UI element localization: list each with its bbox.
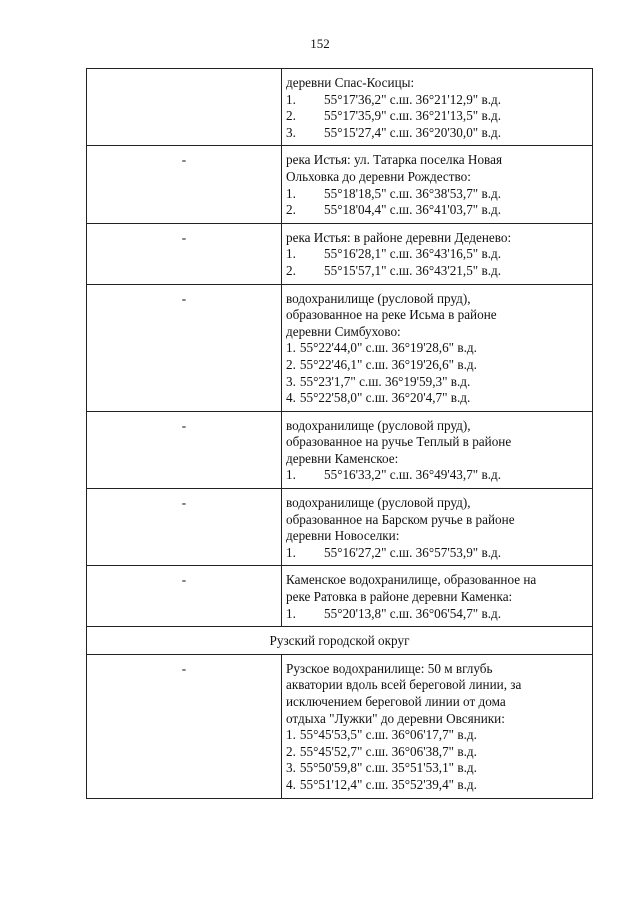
coordinate-line <box>286 727 588 744</box>
description-line: исключением береговой линии от дома <box>286 694 506 709</box>
coordinate-line <box>286 125 588 142</box>
coordinate-line <box>286 744 588 761</box>
coordinate-line <box>286 357 588 374</box>
coordinate-value: 55°20'13,8" с.ш. 36°06'54,7" в.д. <box>324 605 501 621</box>
coordinate-line <box>286 545 588 562</box>
row-description <box>282 566 593 627</box>
coordinate-line <box>286 92 588 109</box>
coordinate-value: 55°23'1,7" с.ш. 36°19'59,3" в.д. <box>299 373 471 389</box>
table-row <box>87 411 593 488</box>
coordinate-number: 1. <box>286 185 296 201</box>
coordinate-value: 55°15'57,1" с.ш. 36°43'21,5" в.д. <box>324 262 501 278</box>
description-line: река Истья: в районе деревни Деденево: <box>286 229 512 245</box>
coordinate-value: 55°17'35,9" с.ш. 36°21'13,5" в.д. <box>324 108 501 124</box>
coordinate-line <box>286 374 588 391</box>
coordinate-value: 55°51'12,4" с.ш. 35°52'39,4" в.д. <box>299 776 477 792</box>
row-description <box>282 223 593 284</box>
description-line: акватории вдоль всей береговой линии, за <box>286 677 522 693</box>
description-line: образованное на Барском ручье в районе <box>286 511 515 527</box>
row-mark: - <box>87 146 282 223</box>
row-description <box>282 654 593 798</box>
table-row <box>87 69 593 146</box>
coordinate-line <box>286 390 588 407</box>
description-line: деревни Новоселки: <box>286 528 400 544</box>
description-line: реке Ратовка в районе деревни Каменка: <box>286 589 513 605</box>
coordinate-number: 3. <box>286 124 296 140</box>
coordinate-line <box>286 467 588 484</box>
coordinate-value: 55°22'58,0" с.ш. 36°20'4,7" в.д. <box>299 390 471 406</box>
coordinate-value: 55°50'59,8" с.ш. 35°51'53,1" в.д. <box>299 760 477 776</box>
description-line: образованное на ручье Теплый в районе <box>286 434 512 450</box>
document-table <box>86 68 593 799</box>
description-line: деревни Спас-Косицы: <box>286 75 415 90</box>
row-mark <box>87 69 282 146</box>
coordinate-number: 3. <box>286 373 296 389</box>
coordinate-value: 55°18'18,5" с.ш. 36°38'53,7" в.д. <box>324 185 501 201</box>
coordinate-value: 55°45'53,5" с.ш. 36°06'17,7" в.д. <box>299 727 477 743</box>
coordinate-number: 2. <box>286 108 296 124</box>
coordinate-number: 1. <box>286 467 296 483</box>
coordinate-value: 55°22'46,1" с.ш. 36°19'26,6" в.д. <box>299 356 477 372</box>
table-row <box>87 146 593 223</box>
row-description <box>282 411 593 488</box>
coordinate-number: 1. <box>286 544 296 560</box>
description-line: отдыха "Лужки" до деревни Овсяники: <box>286 710 505 726</box>
coordinate-value: 55°22'44,0" с.ш. 36°19'28,6" в.д. <box>299 340 477 356</box>
coordinate-value: 55°18'04,4" с.ш. 36°41'03,7" в.д. <box>324 202 501 218</box>
coordinate-line <box>286 777 588 794</box>
coordinate-number: 1. <box>286 605 296 621</box>
row-mark: - <box>87 223 282 284</box>
row-mark: - <box>87 284 282 411</box>
coordinate-number: 1. <box>286 727 296 743</box>
description-line: водохранилище (русловой пруд), <box>286 417 471 433</box>
row-description <box>282 69 593 146</box>
coordinate-value: 55°16'33,2" с.ш. 36°49'43,7" в.д. <box>324 467 501 483</box>
coordinate-number: 4. <box>286 390 296 406</box>
coordinate-number: 3. <box>286 760 296 776</box>
coordinate-line <box>286 246 588 263</box>
coordinate-number: 2. <box>286 202 296 218</box>
coordinate-value: 55°15'27,4" с.ш. 36°20'30,0" в.д. <box>324 124 501 140</box>
section-row <box>87 627 593 655</box>
table-row <box>87 654 593 798</box>
coordinate-number: 1. <box>286 340 296 356</box>
coordinate-line <box>286 606 588 623</box>
section-header: Рузский городской округ <box>87 627 593 655</box>
coordinate-value: 55°45'52,7" с.ш. 36°06'38,7" в.д. <box>299 743 477 759</box>
coordinate-line <box>286 263 588 280</box>
row-mark: - <box>87 411 282 488</box>
coordinate-number: 2. <box>286 262 296 278</box>
row-description <box>282 489 593 566</box>
row-description <box>282 146 593 223</box>
description-line: Каменское водохранилище, образованное на <box>286 572 537 588</box>
description-line: водохранилище (русловой пруд), <box>286 290 471 306</box>
description-line: Рузское водохранилище: 50 м вглубь <box>286 660 493 676</box>
table-row <box>87 489 593 566</box>
coordinate-number: 1. <box>286 91 296 107</box>
row-mark: - <box>87 654 282 798</box>
coordinate-number: 1. <box>286 246 296 262</box>
coordinate-value: 55°16'27,2" с.ш. 36°57'53,9" в.д. <box>324 544 501 560</box>
page-number: 152 <box>310 36 330 51</box>
description-line: деревни Симбухово: <box>286 323 401 339</box>
description-line: Ольховка до деревни Рождество: <box>286 168 471 184</box>
coordinate-value: 55°16'28,1" с.ш. 36°43'16,5" в.д. <box>324 246 501 262</box>
coordinate-line <box>286 340 588 357</box>
coordinate-line <box>286 108 588 125</box>
description-line: река Истья: ул. Татарка поселка Новая <box>286 152 503 168</box>
coordinate-line <box>286 760 588 777</box>
row-mark: - <box>87 566 282 627</box>
description-line: образованное на реке Исьма в районе <box>286 307 497 323</box>
coordinate-number: 2. <box>286 356 296 372</box>
coordinate-line <box>286 202 588 219</box>
table-row <box>87 223 593 284</box>
table-row <box>87 284 593 411</box>
coordinate-value: 55°17'36,2" с.ш. 36°21'12,9" в.д. <box>324 91 501 107</box>
coordinate-number: 4. <box>286 776 296 792</box>
table-row <box>87 566 593 627</box>
table-body <box>87 69 593 799</box>
row-mark: - <box>87 489 282 566</box>
coordinate-number: 2. <box>286 743 296 759</box>
description-line: водохранилище (русловой пруд), <box>286 495 471 511</box>
description-line: деревни Каменское: <box>286 450 399 466</box>
row-description <box>282 284 593 411</box>
coordinate-line <box>286 186 588 203</box>
